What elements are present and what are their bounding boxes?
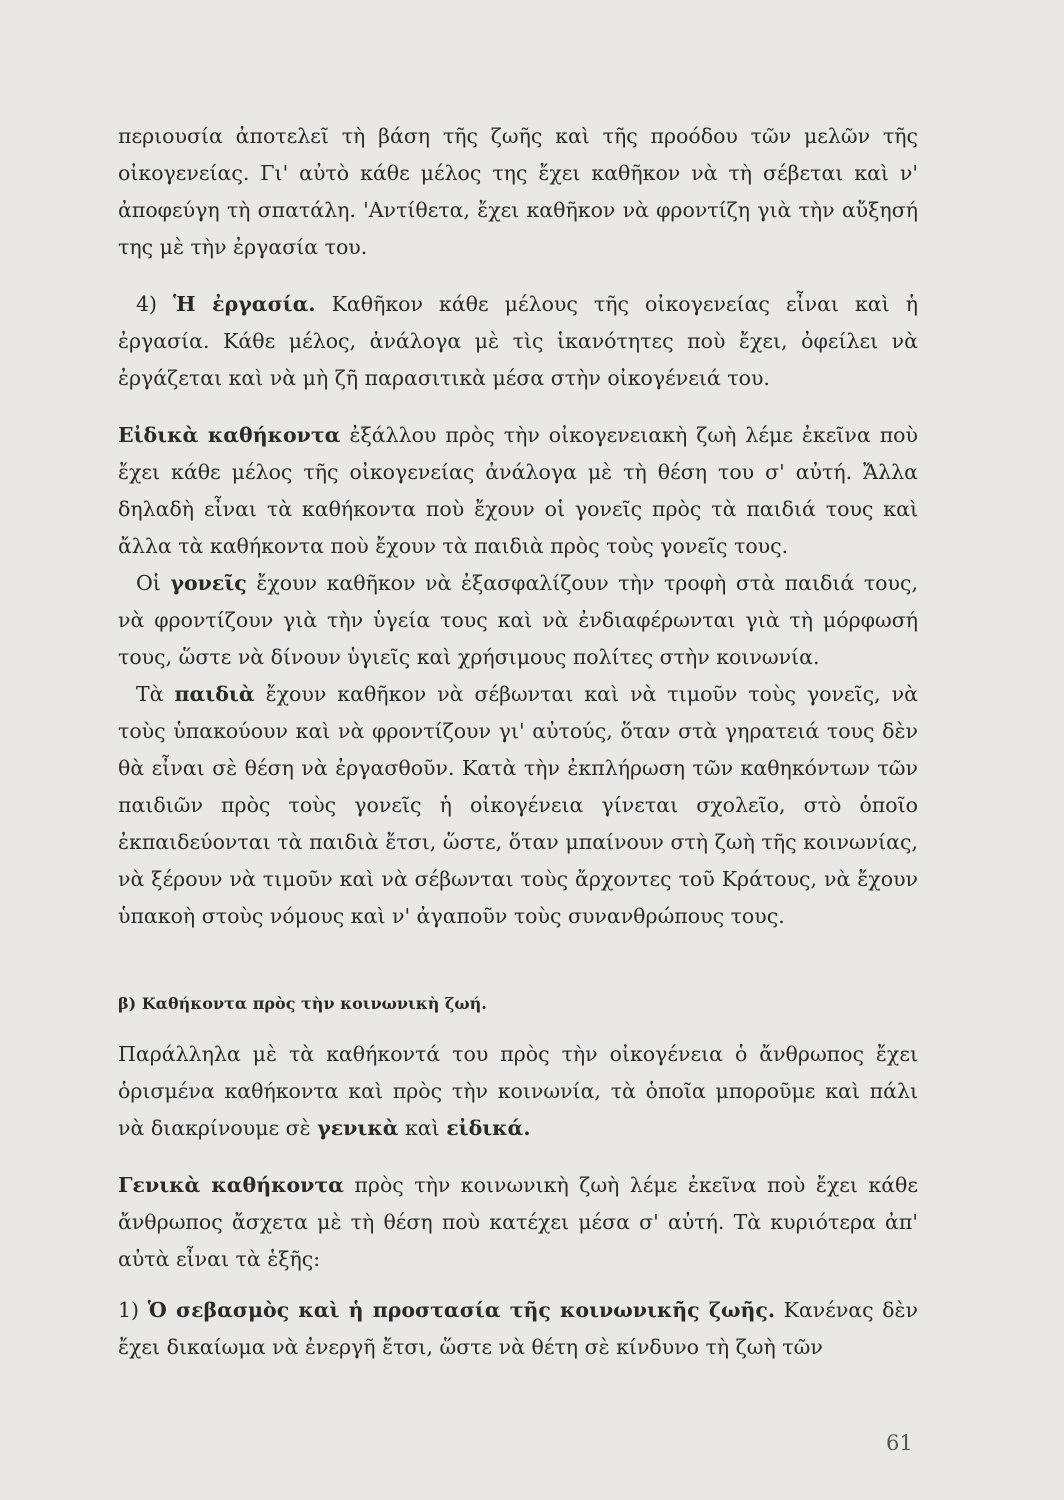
paragraph-parents: Οἱ γονεῖς ἔχουν καθῆκον νὰ ἐξασφαλίζουν τὴν τροφὴ στὰ παιδιά τους, νὰ φροντίζουν γιὰ τὴν ὑγεία τους καὶ νὰ ἐνδιαφέρωνται γιὰ τὴ μόρφωσή τους, ὥστε νὰ δίνουν ὑγιεῖς καὶ χρήσιμους πολίτες στὴν κοινωνία. — [118, 571, 918, 669]
paragraph-work: 4) Ἡ ἐργασία. Καθῆκον κάθε μέλους τῆς οἰκογενείας εἶναι καὶ ἡ ἐργασία. Κάθε μέλος, ἀνάλογα μὲ τὶς ἱκανότητες ποὺ ἔχει, ὀφείλει νὰ ἐργάζεται καὶ νὰ μὴ ζῆ παρασιτικὰ μέσα στὴν οἰκογένειά του. — [118, 292, 918, 390]
term-general-duties: Γενικὰ καθήκοντα — [118, 1173, 344, 1197]
term-general: γενικὰ — [317, 1116, 399, 1140]
page-number: 61 — [886, 1431, 913, 1455]
section-subheading: β) Καθήκοντα πρὸς τὴν κοινωνικὴ ζωή. — [118, 994, 487, 1013]
paragraph-general-duties: Γενικὰ καθήκοντα πρὸς τὴν κοινωνικὴ ζωὴ λέμε ἐκεῖνα ποὺ ἔχει κάθε ἄνθρωπος ἄσχετα μὲ τὴ θέση ποὺ κατέχει μέσα σ' αὐτή. Τὰ κυριότερα ἀπ' αὐτὰ εἶναι τὰ ἑξῆς: — [118, 1173, 918, 1271]
term-children: παιδιὰ — [174, 682, 255, 706]
paragraph-property: περιουσία ἀποτελεῖ τὴ βάση τῆς ζωῆς καὶ τῆς προόδου τῶν μελῶν τῆς οἰκογενείας. Γι' αὐτὸ κάθε μέλος της ἔχει καθῆκον νὰ τὴ σέβεται καὶ ν' ἀποφεύγη τὴ σπατάλη. 'Αντίθετα, ἔχει καθῆκον νὰ φροντίζη γιὰ τὴν αὔξησή της μὲ τὴν ἐργασία του. — [118, 124, 918, 259]
paragraph-respect-social-life: 1) Ὁ σεβασμὸς καὶ ἡ προστασία τῆς κοινωνικῆς ζωῆς. Κανένας δὲν ἔχει δικαίωμα νὰ ἐνεργῆ ἔτσι, ὥστε νὰ θέτη σὲ κίνδυνο τὴ ζωὴ τῶν — [118, 1298, 918, 1359]
paragraph-children: Τὰ παιδιὰ ἔχουν καθῆκον νὰ σέβωνται καὶ νὰ τιμοῦν τοὺς γονεῖς, νὰ τοὺς ὑπακούουν καὶ νὰ φροντίζουν γι' αὐτούς, ὅταν στὰ γηρατειά τους δὲν θὰ εἶναι σὲ θέση νὰ ἐργασθοῦν. Κατὰ τὴν ἐκπλήρωση τῶν καθηκόντων τῶν παιδιῶν πρὸς τοὺς γονεῖς ἡ οἰκογένεια γίνεται σχολεῖο, στὸ ὁποῖο ἐκπαιδεύονται τὰ παιδιὰ ἔτσι, ὥστε, ὅταν μπαίνουν στὴ ζωὴ τῆς κοινωνίας, νὰ ξέρουν νὰ τιμοῦν καὶ νὰ σέβωνται τοὺς ἄρχοντες τοῦ Κράτους, νὰ ἔχουν ὑπακοὴ στοὺς νόμους καὶ ν' ἀγαποῦν τοὺς συνανθρώπους τους. — [118, 682, 918, 928]
term-special-duties: Εἰδικὰ καθήκοντα — [118, 423, 341, 447]
term-special: εἰδικά. — [446, 1116, 531, 1140]
heading-respect: Ὁ σεβασμὸς καὶ ἡ προστασία τῆς κοινωνικῆς ζωῆς. — [147, 1298, 776, 1322]
body-text — [118, 118, 918, 1366]
heading-work: Ἡ ἐργασία. — [173, 292, 316, 316]
paragraph-social-duties: Παράλληλα μὲ τὰ καθήκοντά του πρὸς τὴν οἰκογένεια ὁ ἄνθρωπος ἔχει ὁρισμένα καθήκοντα καὶ πρὸς τὴν κοινωνία, τὰ ὁποῖα μποροῦμε καὶ πάλι νὰ διακρίνουμε σὲ γενικὰ καὶ εἰδικά. — [118, 1042, 918, 1140]
term-parents: γονεῖς — [170, 571, 247, 595]
paragraph-special-duties: Εἰδικὰ καθήκοντα ἐξάλλου πρὸς τὴν οἰκογενειακὴ ζωὴ λέμε ἐκεῖνα ποὺ ἔχει κάθε μέλος τῆς οἰκογενείας ἀνάλογα μὲ τὴ θέση του σ' αὐτή. Ἄλλα δηλαδὴ εἶναι τὰ καθήκοντα ποὺ ἔχουν οἱ γονεῖς πρὸς τὰ παιδιά τους καὶ ἄλλα τὰ καθήκοντα ποὺ ἔχουν τὰ παιδιὰ πρὸς τοὺς γονεῖς τους. — [118, 423, 918, 558]
